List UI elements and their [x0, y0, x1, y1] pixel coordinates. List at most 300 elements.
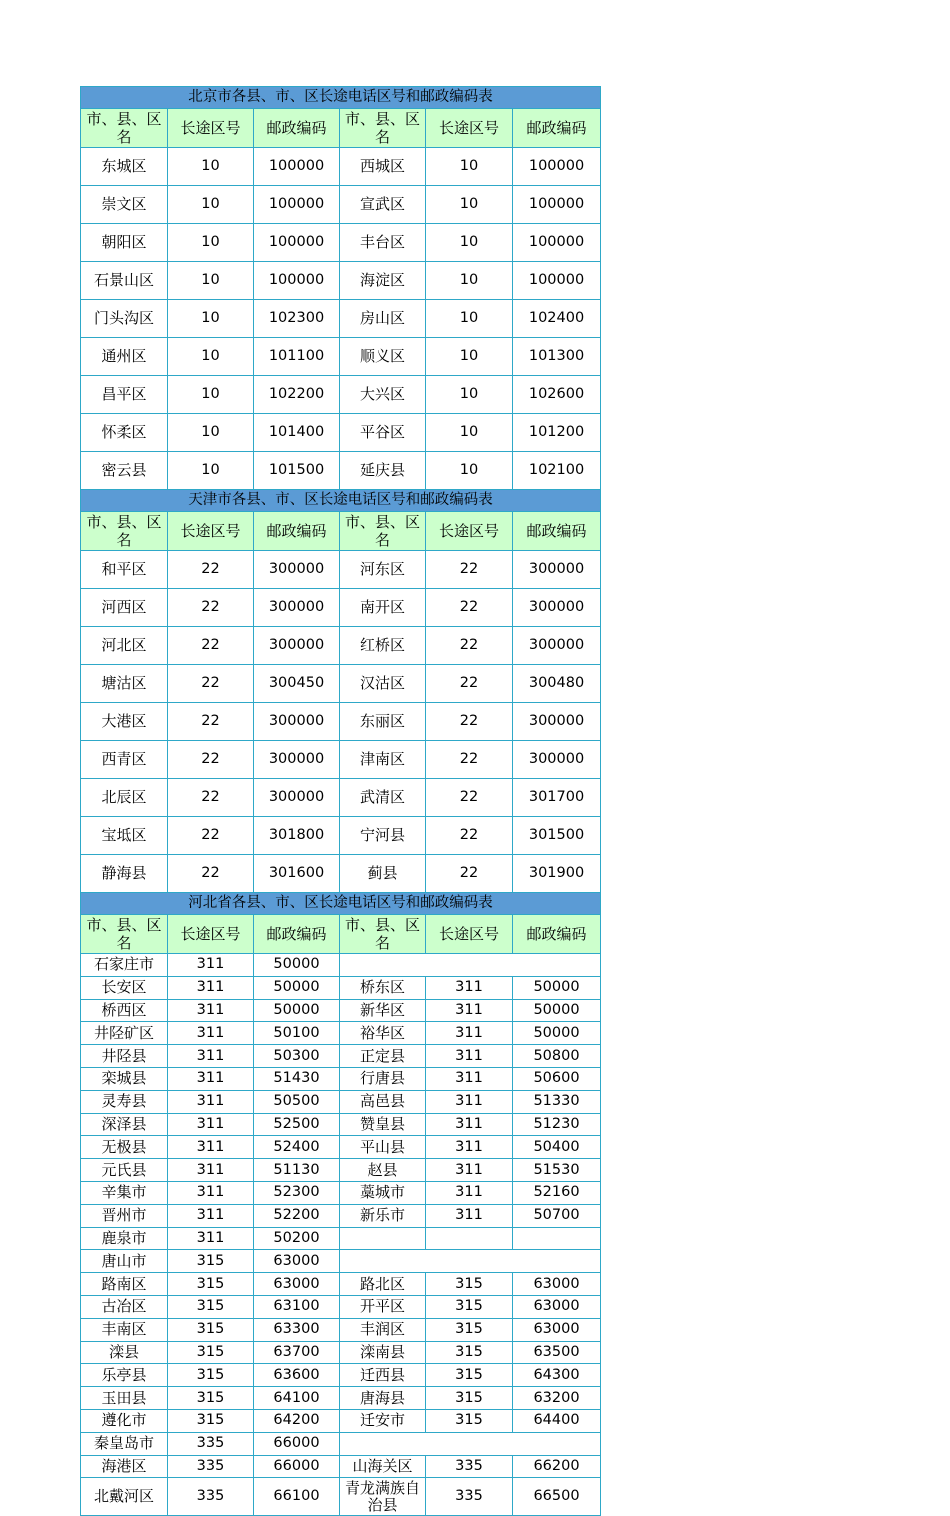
table-cell[interactable]: 唐海县: [340, 1387, 426, 1410]
column-header[interactable]: 邮政编码: [254, 915, 340, 954]
table-cell[interactable]: 311: [168, 1181, 254, 1204]
table-cell[interactable]: 311: [426, 999, 513, 1022]
table-row: [81, 1364, 601, 1387]
table-cell[interactable]: 平谷区: [340, 414, 426, 452]
table-cell[interactable]: 301500: [513, 817, 601, 855]
table-cell[interactable]: 311: [168, 1136, 254, 1159]
table-cell[interactable]: 300000: [513, 627, 601, 665]
table-cell[interactable]: 22: [426, 817, 513, 855]
table-cell[interactable]: 311: [426, 1067, 513, 1090]
table-cell[interactable]: 22: [426, 779, 513, 817]
table-cell[interactable]: 300450: [254, 665, 340, 703]
table-cell[interactable]: 汉沽区: [340, 665, 426, 703]
table-cell[interactable]: 井陉县: [81, 1045, 168, 1068]
column-header[interactable]: 邮政编码: [513, 512, 601, 551]
table-row: [81, 1022, 601, 1045]
table-cell[interactable]: 路南区: [81, 1273, 168, 1296]
table-cell[interactable]: 300000: [254, 627, 340, 665]
table-cell[interactable]: 66500: [513, 1478, 601, 1516]
section-title-row: [81, 893, 601, 915]
table-cell[interactable]: 河西区: [81, 589, 168, 627]
table-cell[interactable]: 石景山区: [81, 262, 168, 300]
table-cell[interactable]: 311: [426, 1204, 513, 1227]
table-cell[interactable]: 335: [168, 1432, 254, 1455]
table-cell[interactable]: 大港区: [81, 703, 168, 741]
table-cell[interactable]: 315: [426, 1364, 513, 1387]
table-cell[interactable]: 海淀区: [340, 262, 426, 300]
table-cell[interactable]: 301700: [513, 779, 601, 817]
table-cell[interactable]: 武清区: [340, 779, 426, 817]
table-cell[interactable]: 北辰区: [81, 779, 168, 817]
section-title[interactable]: 河北省各县、市、区长途电话区号和邮政编码表: [81, 893, 601, 915]
table-cell[interactable]: 311: [426, 1136, 513, 1159]
table-cell[interactable]: 300480: [513, 665, 601, 703]
table-cell[interactable]: 315: [426, 1295, 513, 1318]
table-cell[interactable]: 64200: [254, 1409, 340, 1432]
column-header[interactable]: 市、县、区名: [340, 512, 426, 551]
table-cell[interactable]: 50000: [513, 999, 601, 1022]
table-cell[interactable]: 311: [168, 1045, 254, 1068]
table-cell[interactable]: 22: [168, 627, 254, 665]
table-cell[interactable]: 唐山市: [81, 1250, 168, 1273]
table-cell[interactable]: 路北区: [340, 1273, 426, 1296]
table-cell[interactable]: 10: [168, 414, 254, 452]
table-cell[interactable]: 丰润区: [340, 1318, 426, 1341]
table-cell[interactable]: 10: [168, 186, 254, 224]
table-cell[interactable]: 10: [168, 262, 254, 300]
table-cell[interactable]: 315: [426, 1341, 513, 1364]
table-cell[interactable]: 300000: [254, 741, 340, 779]
table-cell[interactable]: 50500: [254, 1090, 340, 1113]
table-cell[interactable]: 102600: [513, 376, 601, 414]
table-cell[interactable]: 311: [426, 1181, 513, 1204]
table-cell[interactable]: 66100: [254, 1478, 340, 1516]
table-cell[interactable]: 315: [168, 1409, 254, 1432]
column-header[interactable]: 邮政编码: [513, 109, 601, 148]
table-row: [81, 224, 601, 262]
table-cell[interactable]: 101500: [254, 452, 340, 490]
table-cell[interactable]: 10: [426, 338, 513, 376]
table-cell[interactable]: 51430: [254, 1067, 340, 1090]
table-cell[interactable]: 50600: [513, 1067, 601, 1090]
table-cell[interactable]: 玉田县: [81, 1387, 168, 1410]
table-cell[interactable]: 66000: [254, 1432, 340, 1455]
table-cell[interactable]: 311: [426, 1159, 513, 1182]
table-cell[interactable]: 东城区: [81, 148, 168, 186]
table-cell[interactable]: 正定县: [340, 1045, 426, 1068]
table-cell[interactable]: 52160: [513, 1181, 601, 1204]
table-cell[interactable]: 335: [168, 1478, 254, 1516]
table-cell[interactable]: 宣武区: [340, 186, 426, 224]
column-header[interactable]: 长途区号: [168, 915, 254, 954]
column-header[interactable]: 市、县、区名: [340, 915, 426, 954]
table-cell[interactable]: 22: [168, 779, 254, 817]
table-cell[interactable]: 22: [426, 627, 513, 665]
table-cell[interactable]: 22: [426, 741, 513, 779]
table-cell[interactable]: 315: [168, 1364, 254, 1387]
column-header[interactable]: 邮政编码: [254, 512, 340, 551]
table-cell[interactable]: 22: [426, 551, 513, 589]
table-cell[interactable]: 开平区: [340, 1295, 426, 1318]
table-cell[interactable]: 宁河县: [340, 817, 426, 855]
column-header[interactable]: 邮政编码: [254, 109, 340, 148]
table-cell[interactable]: 22: [426, 703, 513, 741]
table-row: [81, 551, 601, 589]
table-cell[interactable]: 315: [168, 1250, 254, 1273]
table-cell[interactable]: 西青区: [81, 741, 168, 779]
table-cell[interactable]: 102400: [513, 300, 601, 338]
table-cell[interactable]: 315: [168, 1318, 254, 1341]
table-cell[interactable]: 300000: [254, 703, 340, 741]
table-cell[interactable]: 100000: [254, 148, 340, 186]
header-row: [81, 109, 601, 148]
table-cell-empty[interactable]: [340, 954, 601, 977]
column-header[interactable]: 市、县、区名: [81, 512, 168, 551]
column-header[interactable]: 长途区号: [168, 109, 254, 148]
table-cell[interactable]: 102100: [513, 452, 601, 490]
table-cell[interactable]: 64100: [254, 1387, 340, 1410]
table-row: [81, 1409, 601, 1432]
table-cell[interactable]: 桥东区: [340, 976, 426, 999]
table-row: [81, 148, 601, 186]
table-cell[interactable]: 63700: [254, 1341, 340, 1364]
table-cell[interactable]: 南开区: [340, 589, 426, 627]
table-cell[interactable]: 300000: [513, 703, 601, 741]
table-cell[interactable]: 10: [168, 338, 254, 376]
table-cell[interactable]: 311: [426, 1090, 513, 1113]
table-cell[interactable]: 300000: [254, 551, 340, 589]
table-cell[interactable]: 101300: [513, 338, 601, 376]
table-cell[interactable]: 335: [426, 1478, 513, 1516]
table-cell[interactable]: 东丽区: [340, 703, 426, 741]
table-cell[interactable]: 301900: [513, 855, 601, 893]
table-cell[interactable]: 66000: [254, 1455, 340, 1478]
table-cell[interactable]: 河东区: [340, 551, 426, 589]
column-header[interactable]: 邮政编码: [513, 915, 601, 954]
table-cell[interactable]: 50400: [513, 1136, 601, 1159]
table-cell[interactable]: 无极县: [81, 1136, 168, 1159]
table-cell[interactable]: 房山区: [340, 300, 426, 338]
table-row: [81, 589, 601, 627]
table-cell[interactable]: 秦皇岛市: [81, 1432, 168, 1455]
table-cell[interactable]: 新乐市: [340, 1204, 426, 1227]
table-cell[interactable]: 63300: [254, 1318, 340, 1341]
table-row: [81, 186, 601, 224]
table-cell[interactable]: 50000: [254, 954, 340, 977]
table-cell[interactable]: 335: [168, 1455, 254, 1478]
table-cell[interactable]: 50000: [513, 976, 601, 999]
header-row: [81, 915, 601, 954]
table-cell[interactable]: 63000: [513, 1273, 601, 1296]
table-cell[interactable]: 101200: [513, 414, 601, 452]
table-cell[interactable]: 100000: [254, 186, 340, 224]
table-cell[interactable]: 辛集市: [81, 1181, 168, 1204]
table-cell[interactable]: 藁城市: [340, 1181, 426, 1204]
table-cell[interactable]: 311: [426, 1113, 513, 1136]
table-cell[interactable]: 朝阳区: [81, 224, 168, 262]
table-cell[interactable]: 63600: [254, 1364, 340, 1387]
section-title-row: [81, 87, 601, 109]
table-cell[interactable]: 100000: [513, 262, 601, 300]
table-cell[interactable]: 鹿泉市: [81, 1227, 168, 1250]
table-cell[interactable]: 石家庄市: [81, 954, 168, 977]
table-cell[interactable]: 22: [168, 817, 254, 855]
table-row: [81, 1341, 601, 1364]
table-cell[interactable]: 311: [168, 1067, 254, 1090]
table-cell[interactable]: 迁安市: [340, 1409, 426, 1432]
table-cell[interactable]: 古冶区: [81, 1295, 168, 1318]
table-cell[interactable]: 滦南县: [340, 1341, 426, 1364]
table-cell[interactable]: 63000: [254, 1273, 340, 1296]
table-cell[interactable]: 丰南区: [81, 1318, 168, 1341]
table-cell[interactable]: 通州区: [81, 338, 168, 376]
table-cell[interactable]: 311: [168, 1113, 254, 1136]
table-cell-empty[interactable]: [340, 1432, 601, 1455]
table-cell[interactable]: 河北区: [81, 627, 168, 665]
table-cell[interactable]: 63000: [513, 1318, 601, 1341]
section-title[interactable]: 北京市各县、市、区长途电话区号和邮政编码表: [81, 87, 601, 109]
table-cell[interactable]: 10: [426, 224, 513, 262]
table-cell[interactable]: 10: [168, 224, 254, 262]
table-cell[interactable]: 静海县: [81, 855, 168, 893]
table-cell[interactable]: 22: [426, 665, 513, 703]
table-cell[interactable]: 300000: [513, 551, 601, 589]
table-cell[interactable]: 64300: [513, 1364, 601, 1387]
table-cell[interactable]: 52500: [254, 1113, 340, 1136]
table-cell[interactable]: 乐亭县: [81, 1364, 168, 1387]
table-cell[interactable]: 22: [168, 551, 254, 589]
table-row: [81, 262, 601, 300]
table-cell[interactable]: 22: [426, 855, 513, 893]
column-header[interactable]: 长途区号: [426, 109, 513, 148]
table-cell[interactable]: 10: [426, 452, 513, 490]
table-cell[interactable]: 22: [168, 589, 254, 627]
table-cell[interactable]: 311: [168, 999, 254, 1022]
column-header[interactable]: 市、县、区名: [340, 109, 426, 148]
table-cell[interactable]: 大兴区: [340, 376, 426, 414]
table-cell[interactable]: 蓟县: [340, 855, 426, 893]
table-row: [81, 779, 601, 817]
table-cell[interactable]: 海港区: [81, 1455, 168, 1478]
table-cell[interactable]: 顺义区: [340, 338, 426, 376]
table-cell[interactable]: 10: [426, 148, 513, 186]
table-cell[interactable]: 311: [168, 1204, 254, 1227]
table-cell[interactable]: 50200: [254, 1227, 340, 1250]
header-row: [81, 512, 601, 551]
table-cell[interactable]: 311: [426, 1022, 513, 1045]
table-cell[interactable]: 51130: [254, 1159, 340, 1182]
table-cell[interactable]: 63500: [513, 1341, 601, 1364]
table-cell[interactable]: 315: [168, 1295, 254, 1318]
table-cell[interactable]: 22: [168, 741, 254, 779]
table-cell[interactable]: 52200: [254, 1204, 340, 1227]
table-cell[interactable]: 元氏县: [81, 1159, 168, 1182]
table-cell[interactable]: 315: [168, 1273, 254, 1296]
table-cell[interactable]: 长安区: [81, 976, 168, 999]
table-cell[interactable]: 红桥区: [340, 627, 426, 665]
table-cell[interactable]: 50100: [254, 1022, 340, 1045]
table-cell[interactable]: 10: [168, 452, 254, 490]
table-row: [81, 1136, 601, 1159]
table-row: [81, 1045, 601, 1068]
table-cell[interactable]: 延庆县: [340, 452, 426, 490]
table-cell[interactable]: 50300: [254, 1045, 340, 1068]
table-cell[interactable]: 311: [426, 976, 513, 999]
table-cell[interactable]: 50000: [254, 976, 340, 999]
table-cell[interactable]: 311: [168, 1159, 254, 1182]
table-cell[interactable]: 22: [168, 665, 254, 703]
table-cell[interactable]: 51330: [513, 1090, 601, 1113]
table-cell[interactable]: 10: [426, 300, 513, 338]
table-cell[interactable]: [426, 1227, 513, 1250]
table-cell[interactable]: 井陉矿区: [81, 1022, 168, 1045]
table-cell[interactable]: 高邑县: [340, 1090, 426, 1113]
table-cell[interactable]: 行唐县: [340, 1067, 426, 1090]
section-title[interactable]: 天津市各县、市、区长途电话区号和邮政编码表: [81, 490, 601, 512]
table-cell[interactable]: 100000: [513, 186, 601, 224]
column-header[interactable]: 市、县、区名: [81, 109, 168, 148]
table-cell[interactable]: 10: [168, 300, 254, 338]
table-cell[interactable]: 晋州市: [81, 1204, 168, 1227]
table-cell[interactable]: 52400: [254, 1136, 340, 1159]
table-row: [81, 627, 601, 665]
table-cell[interactable]: 63100: [254, 1295, 340, 1318]
table-cell[interactable]: 宝坻区: [81, 817, 168, 855]
table-cell-empty[interactable]: [340, 1250, 601, 1273]
table-cell[interactable]: 50800: [513, 1045, 601, 1068]
table-cell[interactable]: 51230: [513, 1113, 601, 1136]
table-row: [81, 1067, 601, 1090]
table-cell[interactable]: 22: [168, 855, 254, 893]
column-header[interactable]: 长途区号: [426, 915, 513, 954]
table-row: [81, 1318, 601, 1341]
table-cell[interactable]: 64400: [513, 1409, 601, 1432]
table-cell[interactable]: 灵寿县: [81, 1090, 168, 1113]
table-cell[interactable]: 怀柔区: [81, 414, 168, 452]
table-cell[interactable]: 51530: [513, 1159, 601, 1182]
table-cell[interactable]: 10: [426, 186, 513, 224]
table-cell[interactable]: 102300: [254, 300, 340, 338]
table-cell[interactable]: 63200: [513, 1387, 601, 1410]
spreadsheet: [80, 86, 600, 1516]
table-cell[interactable]: 密云县: [81, 452, 168, 490]
table-cell[interactable]: 遵化市: [81, 1409, 168, 1432]
table-cell[interactable]: 100000: [254, 262, 340, 300]
table-cell[interactable]: 栾城县: [81, 1067, 168, 1090]
table-cell[interactable]: 315: [426, 1409, 513, 1432]
table-cell[interactable]: 赞皇县: [340, 1113, 426, 1136]
table-cell[interactable]: 裕华区: [340, 1022, 426, 1045]
table-cell[interactable]: 315: [168, 1341, 254, 1364]
table-cell[interactable]: 北戴河区: [81, 1478, 168, 1516]
table-cell[interactable]: 102200: [254, 376, 340, 414]
postal-code-table: [80, 86, 601, 1516]
table-cell[interactable]: 50700: [513, 1204, 601, 1227]
table-cell[interactable]: 311: [426, 1045, 513, 1068]
table-cell[interactable]: 滦县: [81, 1341, 168, 1364]
table-cell[interactable]: 山海关区: [340, 1455, 426, 1478]
table-cell[interactable]: 10: [426, 376, 513, 414]
table-cell[interactable]: 10: [168, 376, 254, 414]
table-cell[interactable]: 300000: [513, 589, 601, 627]
table-cell[interactable]: 新华区: [340, 999, 426, 1022]
column-header[interactable]: 市、县、区名: [81, 915, 168, 954]
table-cell[interactable]: 315: [426, 1387, 513, 1410]
table-cell[interactable]: [513, 1227, 601, 1250]
table-cell[interactable]: 100000: [513, 148, 601, 186]
table-cell[interactable]: 315: [426, 1273, 513, 1296]
table-cell[interactable]: 335: [426, 1455, 513, 1478]
table-cell[interactable]: 昌平区: [81, 376, 168, 414]
table-cell[interactable]: 101100: [254, 338, 340, 376]
table-row: [81, 300, 601, 338]
table-row: [81, 1432, 601, 1455]
table-cell[interactable]: 100000: [513, 224, 601, 262]
table-cell[interactable]: 和平区: [81, 551, 168, 589]
table-cell[interactable]: 10: [426, 414, 513, 452]
table-cell[interactable]: 311: [168, 1227, 254, 1250]
table-cell[interactable]: 101400: [254, 414, 340, 452]
table-row: [81, 338, 601, 376]
table-cell[interactable]: 丰台区: [340, 224, 426, 262]
table-cell[interactable]: 津南区: [340, 741, 426, 779]
table-cell[interactable]: 311: [168, 954, 254, 977]
table-row: [81, 665, 601, 703]
table-cell[interactable]: 平山县: [340, 1136, 426, 1159]
table-cell[interactable]: 52300: [254, 1181, 340, 1204]
column-header[interactable]: 长途区号: [168, 512, 254, 551]
table-cell[interactable]: 青龙满族自治县: [340, 1478, 426, 1516]
table-cell[interactable]: 22: [168, 703, 254, 741]
table-cell[interactable]: 赵县: [340, 1159, 426, 1182]
table-cell[interactable]: 50000: [513, 1022, 601, 1045]
table-cell[interactable]: 50000: [254, 999, 340, 1022]
table-row: [81, 1295, 601, 1318]
table-cell[interactable]: 300000: [513, 741, 601, 779]
table-cell[interactable]: [340, 1227, 426, 1250]
table-cell[interactable]: 22: [426, 589, 513, 627]
table-cell[interactable]: 300000: [254, 779, 340, 817]
table-cell[interactable]: 301800: [254, 817, 340, 855]
table-cell[interactable]: 315: [426, 1318, 513, 1341]
table-cell[interactable]: 门头沟区: [81, 300, 168, 338]
table-cell[interactable]: 西城区: [340, 148, 426, 186]
table-cell[interactable]: 10: [426, 262, 513, 300]
table-cell[interactable]: 311: [168, 976, 254, 999]
table-cell[interactable]: 311: [168, 1090, 254, 1113]
table-row: [81, 1387, 601, 1410]
table-cell[interactable]: 63000: [513, 1295, 601, 1318]
table-row: [81, 414, 601, 452]
table-cell[interactable]: 迁西县: [340, 1364, 426, 1387]
table-cell[interactable]: 315: [168, 1387, 254, 1410]
table-cell[interactable]: 301600: [254, 855, 340, 893]
table-cell[interactable]: 100000: [254, 224, 340, 262]
table-row: [81, 1273, 601, 1296]
table-cell[interactable]: 311: [168, 1022, 254, 1045]
table-cell[interactable]: 塘沽区: [81, 665, 168, 703]
table-cell[interactable]: 10: [168, 148, 254, 186]
table-cell[interactable]: 深泽县: [81, 1113, 168, 1136]
table-cell[interactable]: 崇文区: [81, 186, 168, 224]
table-cell[interactable]: 63000: [254, 1250, 340, 1273]
column-header[interactable]: 长途区号: [426, 512, 513, 551]
table-cell[interactable]: 300000: [254, 589, 340, 627]
table-row: [81, 817, 601, 855]
table-row: [81, 1113, 601, 1136]
table-cell[interactable]: 桥西区: [81, 999, 168, 1022]
table-cell[interactable]: 66200: [513, 1455, 601, 1478]
